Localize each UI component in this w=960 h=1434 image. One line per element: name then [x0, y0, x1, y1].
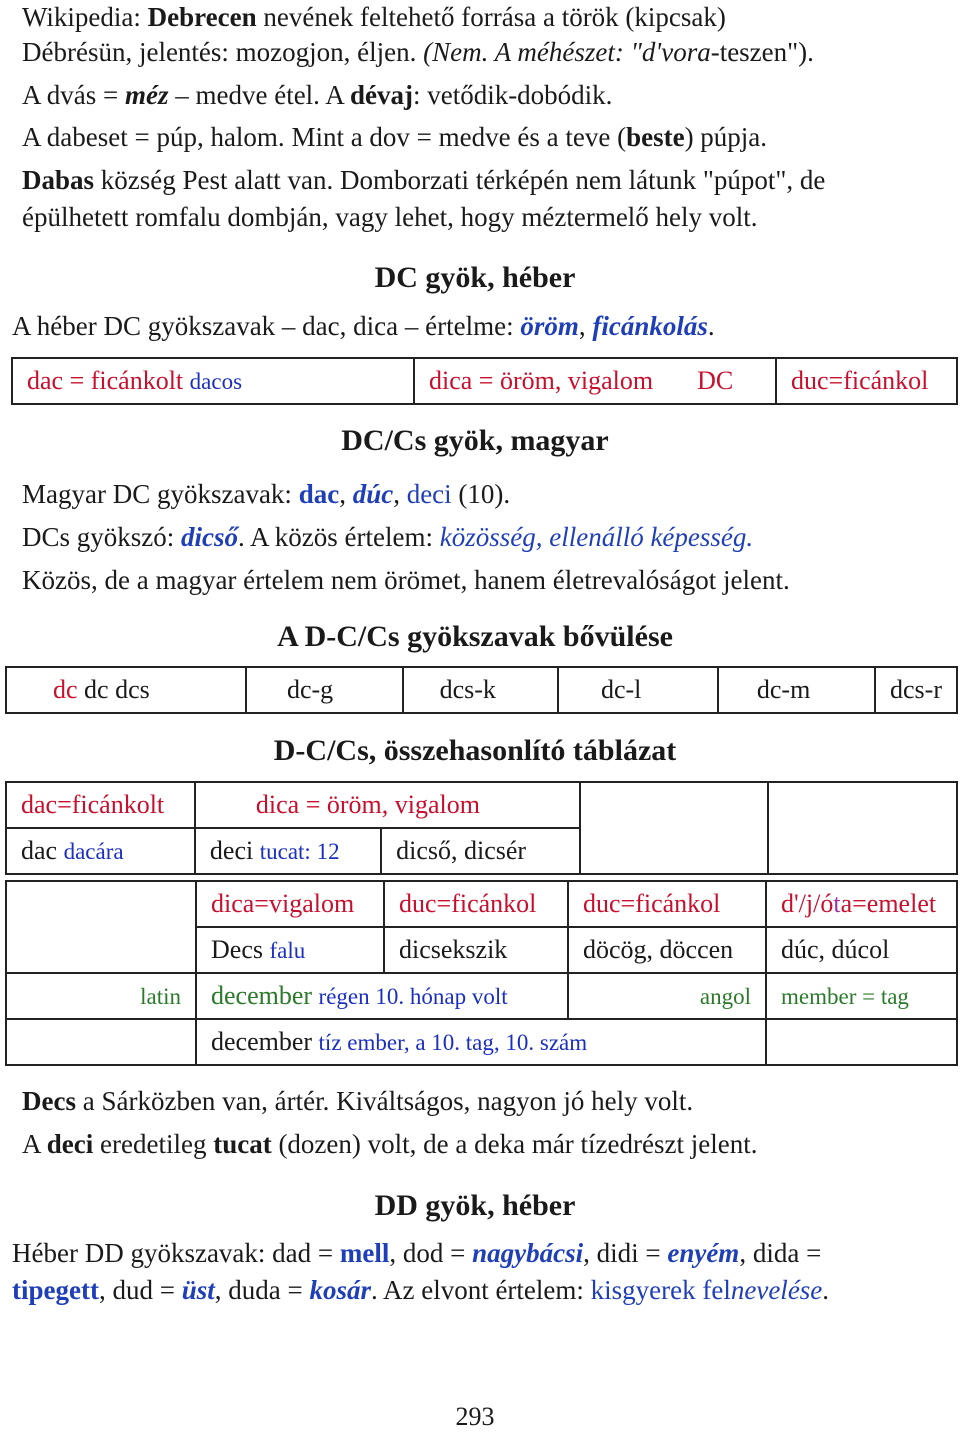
text: ) púpja. — [684, 122, 768, 152]
text: Dabas — [22, 165, 95, 195]
text: Decs — [22, 1086, 76, 1116]
text: (10). — [451, 479, 511, 509]
heading-comparison: D-C/Cs, összehasonlító táblázat — [273, 734, 677, 767]
table-cell — [776, 358, 957, 404]
after-line-2 — [22, 1127, 757, 1161]
intro-line-4 — [22, 120, 767, 154]
text: mell — [339, 1238, 390, 1268]
text: Magyar DC gyökszavak: — [22, 479, 299, 509]
table-cell — [196, 973, 568, 1019]
text: duc=ficánkol — [583, 889, 721, 918]
text: nevének feltehető forrása a török (kipcsak) — [256, 2, 726, 32]
text: üst — [181, 1275, 215, 1305]
text: ficánkolás — [592, 311, 708, 341]
dd-hebrew-line-1 — [12, 1236, 821, 1270]
table-cell — [6, 881, 196, 973]
text: dcs-r — [890, 675, 942, 704]
table-cell — [246, 667, 403, 713]
table-cell — [766, 927, 957, 973]
text: dévaj — [349, 80, 413, 110]
text: . A közös értelem: — [238, 522, 440, 552]
text: , — [578, 311, 593, 341]
text: Decs — [211, 935, 270, 964]
text: angol — [699, 984, 751, 1009]
heading-expansion: A D-C/Cs gyökszavak bővülése — [277, 620, 673, 653]
text: A — [22, 1129, 47, 1159]
table-cell — [875, 667, 957, 713]
table-row — [6, 782, 957, 828]
text: dac — [298, 479, 340, 509]
table-cell — [558, 667, 718, 713]
intro-line-1 — [22, 0, 932, 34]
text: öröm — [520, 311, 579, 341]
text: A dvás = — [22, 80, 125, 110]
table-row — [6, 1019, 957, 1065]
dc-hungarian-line-2 — [22, 520, 753, 554]
text: dica = öröm, vigalom — [255, 790, 480, 819]
text: , dod = — [389, 1238, 473, 1268]
text: dicső, dicsér — [396, 836, 527, 865]
text: . — [822, 1275, 830, 1305]
text: , dud = — [98, 1275, 182, 1305]
heading-dd-hebrew: DD gyök, héber — [374, 1189, 576, 1222]
text: dicsekszik — [399, 935, 508, 964]
table-cell — [580, 782, 767, 874]
table-cell — [6, 828, 195, 874]
text: (Nem. A méhészet: "d'vora — [423, 37, 711, 67]
text: dica = öröm, vigalom — [429, 366, 654, 395]
text: tíz ember, a 10. tag, 10. szám — [318, 1030, 588, 1055]
table-cell — [384, 927, 568, 973]
text: . — [707, 311, 715, 341]
intro-line-5 — [22, 163, 825, 197]
text: tucat — [213, 1129, 272, 1159]
text: méz — [124, 80, 169, 110]
debrecen-bold: Debrecen — [147, 2, 257, 32]
text: dc-m — [756, 675, 811, 704]
text: t — [833, 889, 841, 918]
text: a Sárközben van, ártér. Kiváltságos, nagyon jó hely volt. — [75, 1086, 694, 1116]
dc-hungarian-line-3 — [22, 563, 790, 597]
table-cell — [766, 1019, 957, 1065]
text: : vetődik-dobódik. — [412, 80, 613, 110]
table-cell — [6, 1019, 196, 1065]
text: dc — [53, 675, 78, 704]
table-cell — [196, 927, 384, 973]
text: dicső — [181, 522, 239, 552]
comparison-table-1 — [5, 781, 958, 875]
text: dac=ficánkolt — [21, 790, 165, 819]
text: , — [393, 479, 407, 509]
dc-hungarian-line-1 — [22, 477, 510, 511]
text: dc-l — [600, 675, 642, 704]
table-cell — [768, 782, 957, 874]
text: kisgyerek fel — [590, 1275, 731, 1305]
after-line-1 — [22, 1084, 693, 1118]
text: duc=ficánkol — [399, 889, 537, 918]
text: döcög, döccen — [583, 935, 734, 964]
text: december — [211, 981, 319, 1010]
text: tucat: 12 — [259, 839, 340, 864]
text: Wikipedia: — [22, 2, 148, 32]
text: member = tag — [781, 984, 909, 1009]
heading-dc-hebrew: DC gyök, héber — [374, 261, 576, 294]
table-cell — [196, 1019, 766, 1065]
text: -teszen"). — [710, 37, 814, 67]
dc-hebrew-table — [11, 357, 958, 405]
text: eredetileg — [93, 1129, 214, 1159]
text: kosár — [309, 1275, 371, 1305]
table-cell — [6, 667, 246, 713]
text: deci — [46, 1129, 94, 1159]
text: dica=vigalom — [211, 889, 355, 918]
text: deci — [406, 479, 452, 509]
table-cell — [414, 358, 776, 404]
text: december — [211, 1027, 319, 1056]
table-cell — [195, 782, 581, 828]
table-row — [12, 358, 957, 404]
text: dacos — [189, 369, 243, 394]
text: d'/j/ó — [781, 889, 834, 918]
text: tipegett — [12, 1275, 99, 1305]
text: enyém — [667, 1238, 740, 1268]
text: község Pest alatt van. — [94, 165, 340, 195]
table-cell — [568, 973, 766, 1019]
table-cell — [766, 881, 957, 927]
table-cell — [381, 828, 580, 874]
comparison-table-2 — [5, 880, 958, 1066]
text: régen 10. hónap volt — [318, 984, 508, 1009]
table-cell — [6, 782, 195, 828]
text: a=emelet — [840, 889, 937, 918]
text: dc-g — [286, 675, 334, 704]
text: latin — [140, 984, 181, 1009]
expansion-table — [5, 666, 958, 714]
text: dac = ficánkolt — [27, 366, 190, 395]
text: A — [325, 80, 350, 110]
text: dcs-k — [439, 675, 496, 704]
text: . Az elvont értelem: — [370, 1275, 591, 1305]
dd-hebrew-line-2 — [12, 1273, 829, 1307]
text: (dozen) volt, de a deka már tízedrészt jelent. — [271, 1129, 758, 1159]
text: DCs gyökszó: — [22, 522, 182, 552]
intro-line-2 — [22, 35, 814, 69]
text: dúc, dúcol — [781, 935, 890, 964]
text: épülhetett romfalu dombján, vagy lehet, hogy méztermelő hely volt. — [22, 202, 758, 232]
intro-line-3 — [22, 78, 612, 112]
text: Mint a dov = medve és a teve ( — [291, 122, 627, 152]
text: dac — [21, 836, 64, 865]
intro-line-6 — [22, 200, 758, 234]
table-cell — [384, 881, 568, 927]
text: , — [339, 479, 353, 509]
text: Domborzati térképén nem látunk "púpot", de — [339, 165, 826, 195]
text: Héber DD gyökszavak: dad = — [12, 1238, 340, 1268]
text: A dabeset = púp, halom. — [22, 122, 292, 152]
text: A héber DC gyökszavak – dac, dica – értelme: — [12, 311, 521, 341]
text: nagybácsi — [472, 1238, 584, 1268]
text: nevelése — [730, 1275, 823, 1305]
text: dúc — [352, 479, 394, 509]
text: dc dcs — [84, 675, 150, 704]
table-row — [6, 667, 957, 713]
text: dacára — [63, 839, 124, 864]
table-cell — [195, 828, 381, 874]
table-cell — [403, 667, 558, 713]
table-row — [6, 881, 957, 927]
text: , dida = — [739, 1238, 822, 1268]
dc-hebrew-text — [12, 309, 715, 343]
table-cell — [766, 973, 957, 1019]
text: falu — [269, 938, 306, 963]
text: duc=ficánkol — [791, 366, 929, 395]
text: beste — [626, 122, 685, 152]
text: deci — [209, 836, 260, 865]
text: Közös, de a magyar értelem nem örömet, hanem életrevalóságot jelent. — [22, 565, 790, 595]
page-number: 293 — [455, 1402, 495, 1431]
text: Débrésün, jelentés: mozogjon, éljen. — [22, 37, 424, 67]
table-cell — [718, 667, 875, 713]
text: DC — [697, 366, 734, 395]
table-cell — [12, 358, 414, 404]
table-cell — [196, 881, 384, 927]
text: – medve étel. — [168, 80, 326, 110]
text: közösség, ellenálló képesség. — [439, 522, 754, 552]
text: , didi = — [583, 1238, 668, 1268]
table-cell — [568, 927, 766, 973]
text: , duda = — [214, 1275, 310, 1305]
table-cell — [6, 973, 196, 1019]
table-row — [6, 973, 957, 1019]
table-cell — [568, 881, 766, 927]
heading-dc-hungarian: DC/Cs gyök, magyar — [341, 424, 609, 457]
